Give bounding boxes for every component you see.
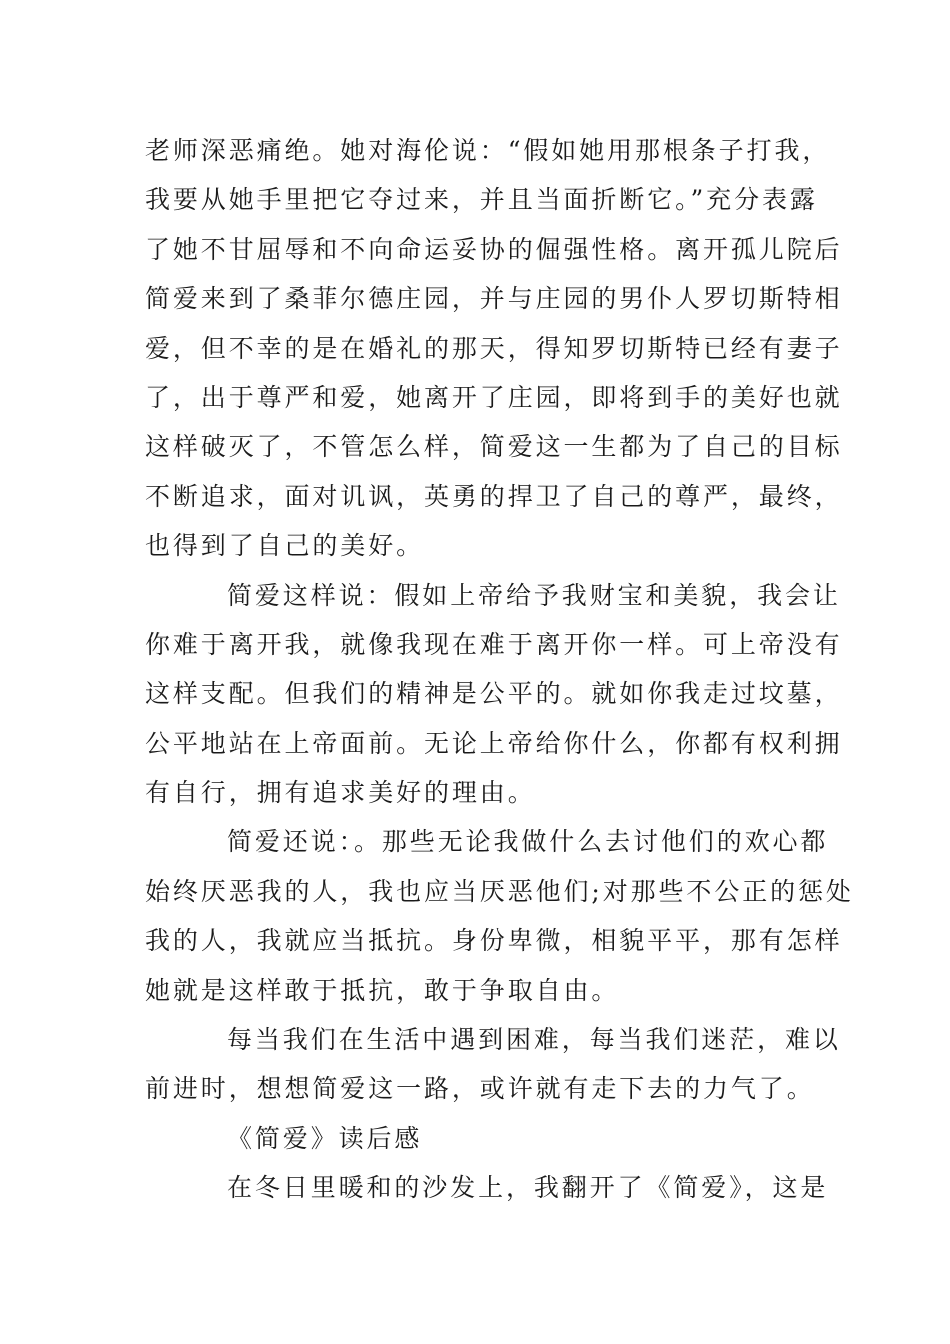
paragraph-2 (145, 571, 843, 818)
text-line: 前进时，想想简爱这一路，或许就有走下去的力气了。 (145, 1074, 815, 1104)
paragraph-4 (145, 1015, 841, 1114)
text-line: 公平地站在上帝面前。无论上帝给你什么，你都有权利拥 (145, 728, 843, 758)
text-line: 每当我们在生活中遇到困难，每当我们迷茫，难以 (227, 1025, 841, 1055)
text-line: 爱，但不幸的是在婚礼的那天，得知罗切斯特已经有妻子 (145, 333, 843, 363)
paragraph-1 (145, 126, 843, 571)
text-line: 简爱这样说：假如上帝给予我财宝和美貌，我会让 (227, 580, 841, 610)
text-line: 简爱还说：。那些无论我做什么去讨他们的欢心都 (227, 827, 829, 857)
text-line: 她就是这样敢于抵抗，敢于争取自由。 (145, 975, 620, 1005)
text-line: 简爱来到了桑菲尔德庄园，并与庄园的男仆人罗切斯特相 (145, 284, 843, 314)
heading-text: 《简爱》读后感 (227, 1123, 423, 1153)
text-line: 有自行，拥有追求美好的理由。 (145, 778, 536, 808)
text-line: 我的人，我就应当抵抗。身份卑微，相貌平平，那有怎样 (145, 926, 843, 956)
text-line: 我要从她手里把它夺过来，并且当面折断它。”充分表露 (145, 185, 818, 215)
text-line: 这样破灭了，不管怎么样，简爱这一生都为了自己的目标 (145, 432, 843, 462)
text-line: 也得到了自己的美好。 (145, 531, 425, 561)
paragraph-3 (145, 817, 854, 1015)
text-line: 你难于离开我，就像我现在难于离开你一样。可上帝没有 (145, 629, 843, 659)
text-line: 不断追求，面对讥讽，英勇的捍卫了自己的尊严，最终， (145, 481, 843, 511)
text-line: 这样支配。但我们的精神是公平的。就如你我走过坟墓， (145, 679, 843, 709)
document-body (145, 126, 854, 1213)
text-line: 在冬日里暖和的沙发上，我翻开了《简爱》，这是 (227, 1173, 829, 1203)
text-line: 老师深恶痛绝。她对海伦说：“假如她用那根条子打我， (145, 136, 831, 165)
text-line: 了她不甘屈辱和不向命运妥协的倔强性格。离开孤儿院后 (145, 234, 843, 264)
section-heading (145, 1114, 810, 1163)
paragraph-5 (145, 1163, 829, 1212)
text-line: 了，出于尊严和爱，她离开了庄园，即将到手的美好也就 (145, 382, 843, 412)
text-line: 始终厌恶我的人，我也应当厌恶他们;对那些不公正的惩处 (145, 876, 854, 906)
